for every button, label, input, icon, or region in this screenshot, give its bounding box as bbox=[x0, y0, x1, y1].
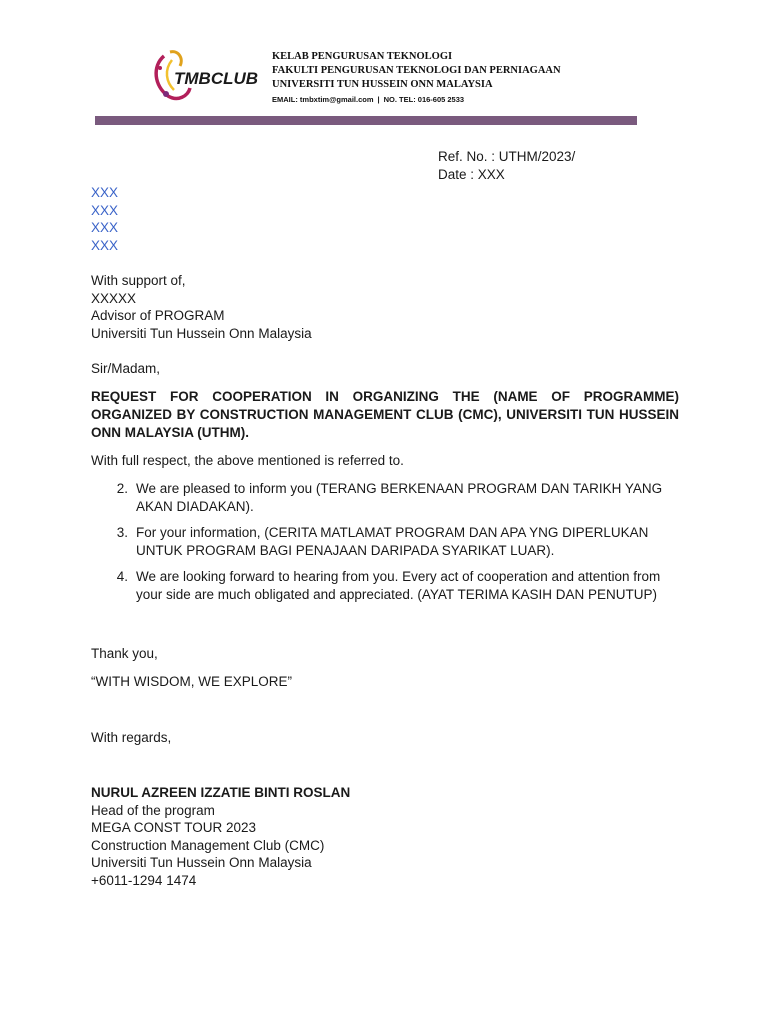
list-item-number: 3. bbox=[116, 525, 128, 540]
list-item-number: 2. bbox=[116, 481, 128, 496]
club-logo-graphic bbox=[150, 46, 270, 104]
closing-regards: With regards, bbox=[91, 730, 172, 745]
points-list bbox=[91, 480, 679, 612]
recipient-line: XXX bbox=[91, 237, 119, 253]
signatory-line: Head of the program bbox=[91, 802, 215, 818]
recipient-line: XXX bbox=[91, 220, 119, 235]
recipient-line: XXX bbox=[91, 202, 119, 218]
list-item-number: 4. bbox=[116, 569, 128, 584]
reference-date: Date : XXX bbox=[438, 166, 505, 182]
list-item-text: We are looking forward to hearing from you. Every act of cooperation and attention from your side are much obligated and appreciated. (AYAT TERIMA KASIH DAN PENUTUP) bbox=[136, 569, 661, 602]
club-motto: “WITH WISDOM, WE EXPLORE” bbox=[91, 674, 292, 689]
organization-block bbox=[272, 50, 561, 106]
signatory-line: Construction Management Club (CMC) bbox=[91, 837, 325, 853]
list-item bbox=[91, 568, 679, 603]
recipient-block bbox=[91, 184, 118, 254]
closing-thanks: Thank you, bbox=[91, 646, 158, 661]
salutation: Sir/Madam, bbox=[91, 361, 161, 376]
support-line: XXXXX bbox=[91, 290, 137, 306]
support-block bbox=[91, 272, 679, 342]
support-line: Universiti Tun Hussein Onn Malaysia bbox=[91, 325, 312, 341]
email-text: EMAIL: tmbxtim@gmail.com bbox=[272, 95, 374, 104]
club-logo bbox=[150, 46, 270, 104]
support-line: Advisor of PROGRAM bbox=[91, 308, 225, 323]
signatory-line: Universiti Tun Hussein Onn Malaysia bbox=[91, 855, 312, 870]
letterhead-divider bbox=[95, 116, 637, 125]
signatory-name: NURUL AZREEN IZZATIE BINTI ROSLAN bbox=[91, 785, 351, 800]
signature-block bbox=[91, 784, 679, 889]
reference-block bbox=[438, 148, 575, 183]
org-line: KELAB PENGURUSAN TEKNOLOGI bbox=[272, 51, 453, 62]
logo-text: TMBCLUB bbox=[174, 69, 259, 88]
contact-line bbox=[272, 94, 561, 106]
intro-paragraph: With full respect, the above mentioned is referred to. bbox=[91, 453, 404, 468]
list-item bbox=[91, 480, 679, 515]
recipient-line: XXX bbox=[91, 185, 119, 200]
phone-text: NO. TEL: 016-605 2533 bbox=[383, 95, 465, 104]
contact-separator: | bbox=[377, 95, 380, 104]
list-item-text: We are pleased to inform you (TERANG BERKENAAN PROGRAM DAN TARIKH YANG AKAN DIADAKAN). bbox=[136, 481, 663, 514]
support-line: With support of, bbox=[91, 273, 186, 288]
letter-subject: REQUEST FOR COOPERATION IN ORGANIZING THE (NAME OF PROGRAMME) ORGANIZED BY CONSTRUCTION MANAGEMENT CLUB (CMC), UNIVERSITI TUN HUSSEIN ONN MALAYSIA (UTHM). bbox=[91, 389, 679, 440]
org-line: FAKULTI PENGURUSAN TEKNOLOGI DAN PERNIAGAAN bbox=[272, 65, 561, 76]
reference-number: Ref. No. : UTHM/2023/ bbox=[438, 149, 576, 164]
signatory-phone: +6011-1294 1474 bbox=[91, 872, 197, 888]
org-line: UNIVERSITI TUN HUSSEIN ONN MALAYSIA bbox=[272, 79, 493, 90]
list-item-text: For your information, (CERITA MATLAMAT PROGRAM DAN APA YNG DIPERLUKAN UNTUK PROGRAM BAGI PENAJAAN DARIPADA SYARIKAT LUAR). bbox=[136, 525, 649, 558]
list-item bbox=[91, 524, 679, 559]
signatory-line: MEGA CONST TOUR 2023 bbox=[91, 820, 257, 835]
